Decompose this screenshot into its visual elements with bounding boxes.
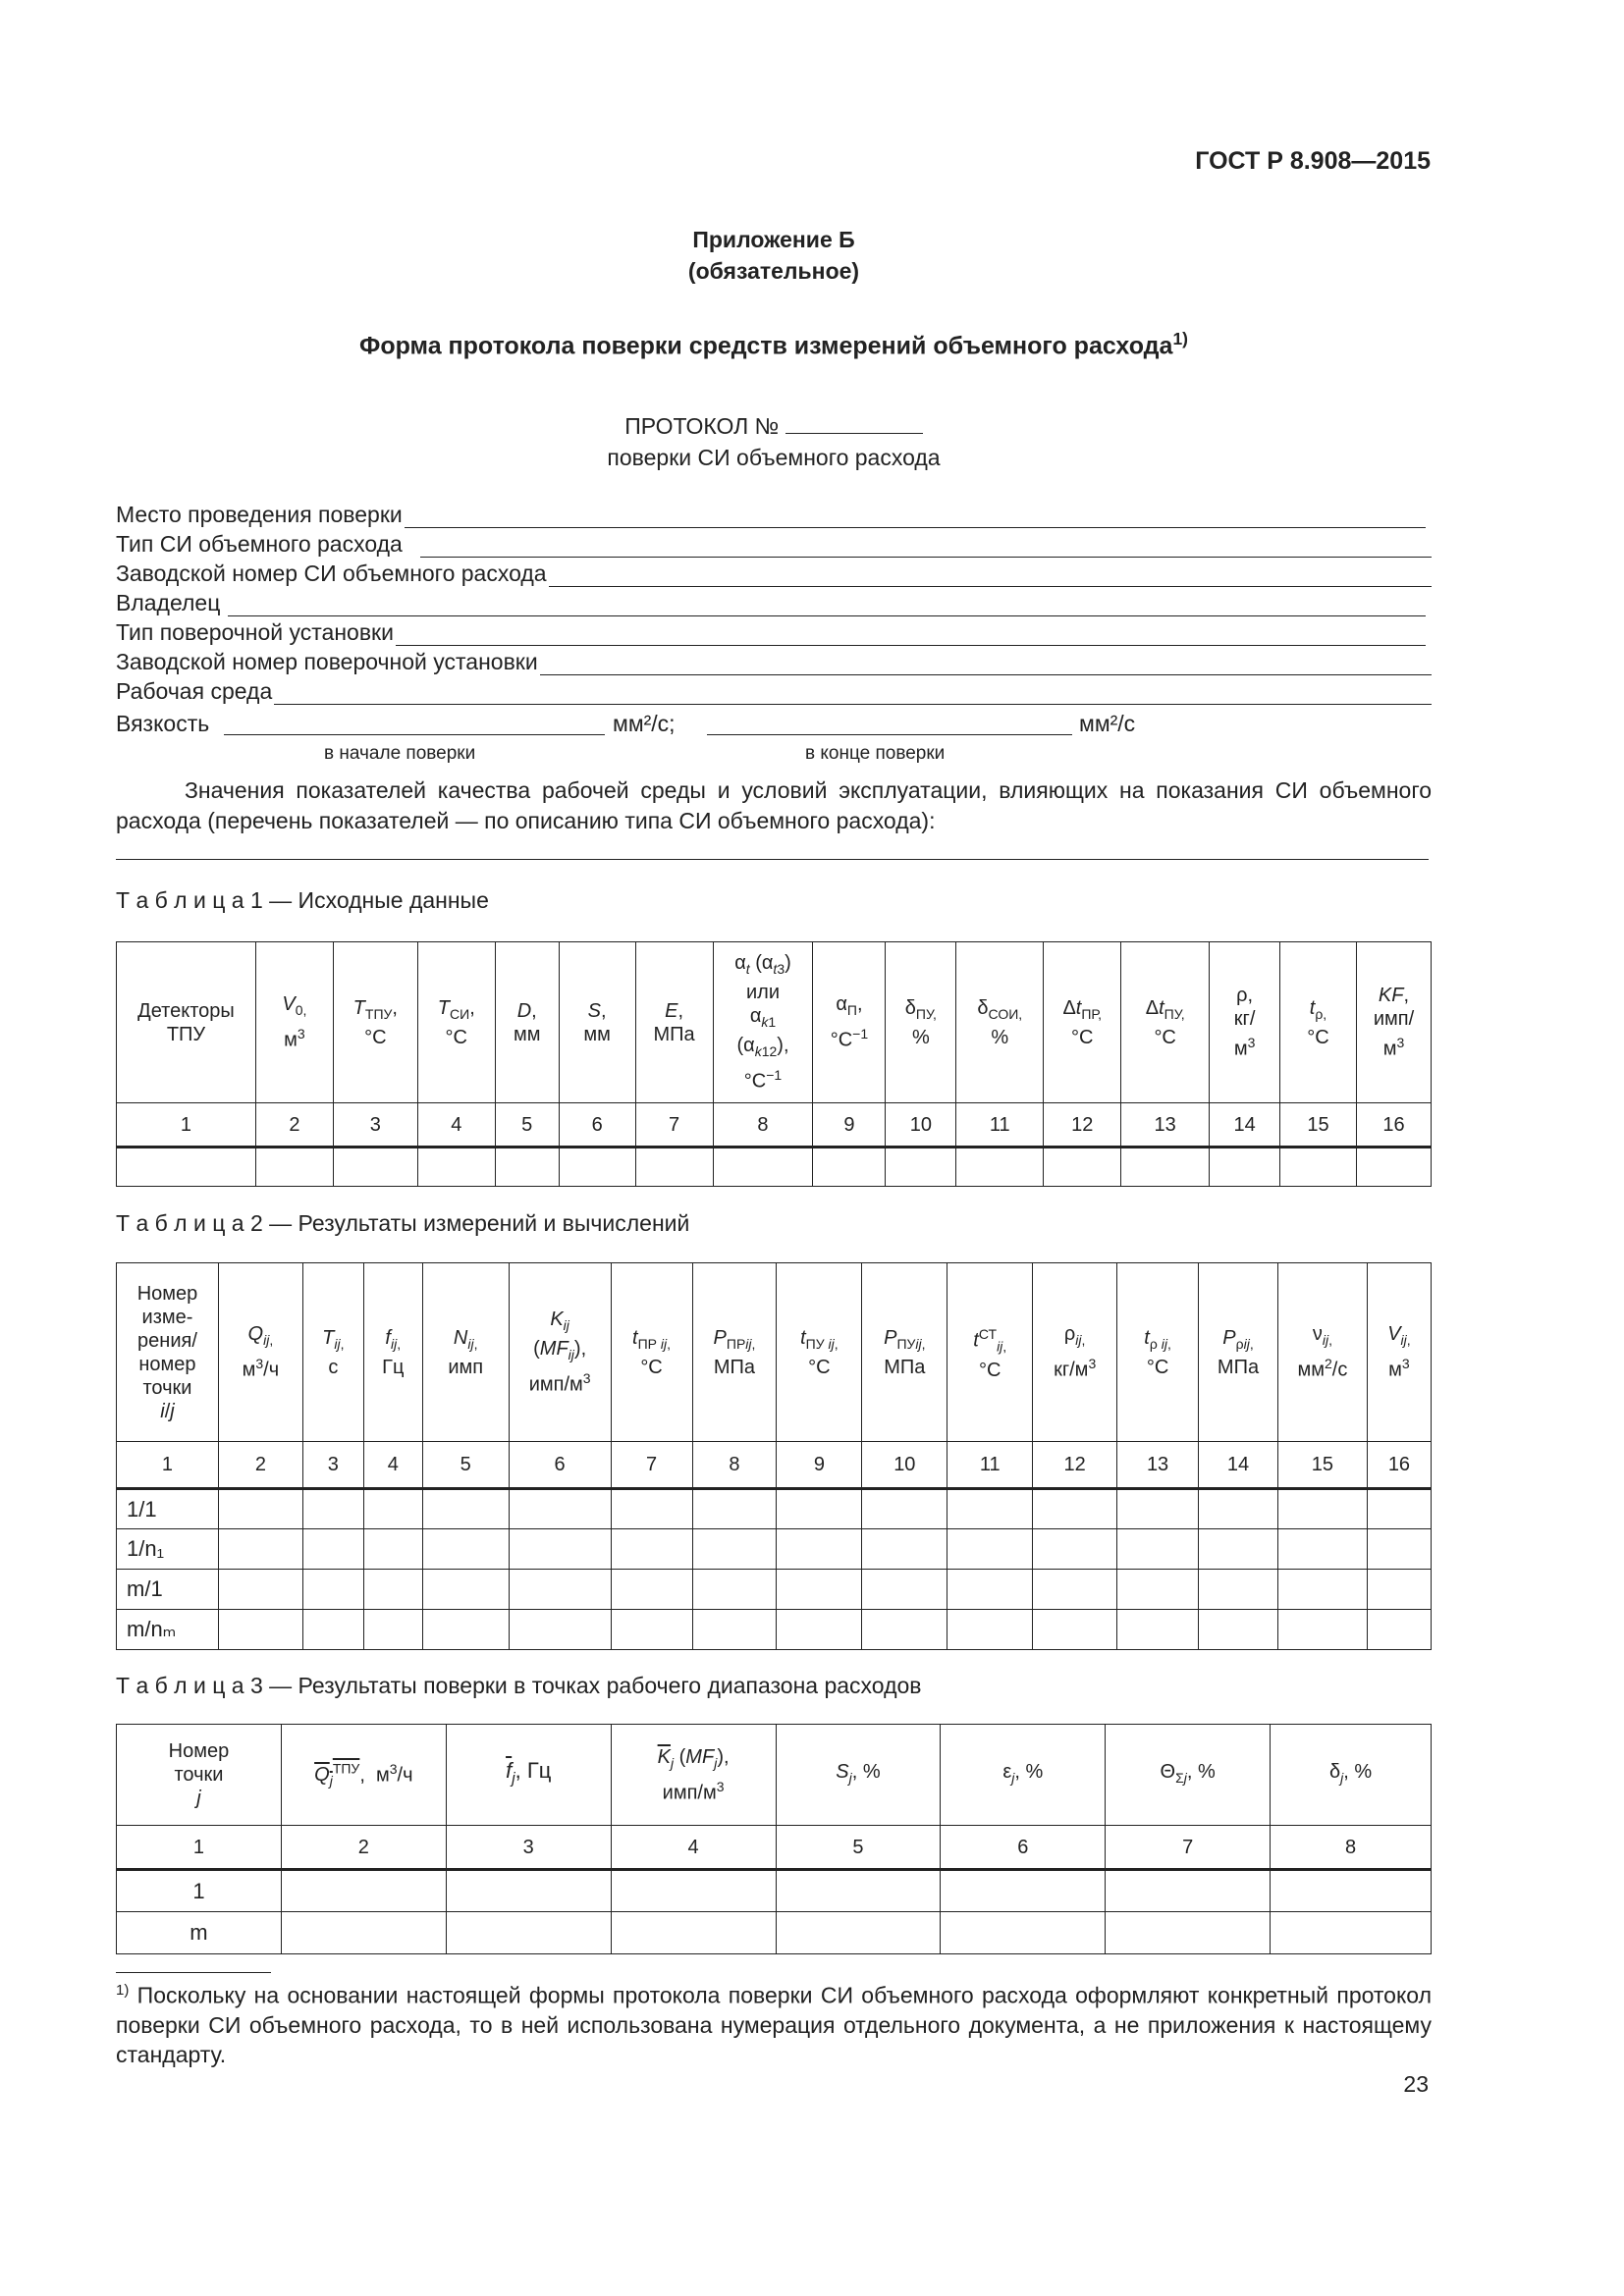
table-cell[interactable] — [422, 1529, 509, 1570]
table2-header-cell: $t^{СТ}_{ij,}$ °С — [947, 1263, 1033, 1442]
table3-header-cell: $\delta_j$, % — [1271, 1725, 1432, 1826]
table-cell[interactable] — [941, 1912, 1106, 1954]
table-cell[interactable] — [509, 1529, 611, 1570]
field-label: Заводской номер СИ объемного расхода — [116, 561, 547, 586]
table1-header-cell: S, мм — [559, 942, 635, 1103]
row-label: 1/1 — [117, 1489, 219, 1529]
column-number: 13 — [1117, 1442, 1199, 1489]
table-cell[interactable] — [1117, 1610, 1199, 1650]
column-number: 13 — [1121, 1103, 1210, 1148]
table1-header-cell: E, МПа — [635, 942, 713, 1103]
column-number: 14 — [1210, 1103, 1280, 1148]
table-cell[interactable] — [947, 1489, 1033, 1529]
table-cell[interactable] — [776, 1870, 941, 1912]
viscosity-unit-end: мм²/с — [1079, 711, 1136, 736]
table1-number-row — [117, 1103, 1432, 1148]
column-number: 3 — [302, 1442, 363, 1489]
table-cell[interactable] — [1199, 1570, 1278, 1610]
field-line[interactable] — [549, 565, 1432, 587]
table2-header-cell: $\rho_{ij,}$ $кг/м^3$ — [1033, 1263, 1117, 1442]
table2-header-cell: $T_{ij,}$ с — [302, 1263, 363, 1442]
column-number: 15 — [1277, 1442, 1367, 1489]
table1-header-cell: $t_{\rho,}$ °С — [1280, 942, 1357, 1103]
table-cell[interactable] — [813, 1148, 886, 1187]
table3-header-cell: $\varepsilon_j$, % — [941, 1725, 1106, 1826]
table-cell[interactable] — [363, 1529, 422, 1570]
table-cell[interactable] — [302, 1570, 363, 1610]
column-number: 12 — [1044, 1103, 1121, 1148]
column-number: 16 — [1367, 1442, 1431, 1489]
protocol-number-line[interactable] — [785, 413, 923, 434]
protocol-subtitle: поверки СИ объемного расхода — [607, 445, 941, 470]
table-cell[interactable] — [956, 1148, 1044, 1187]
table2-header-row — [117, 1263, 1432, 1442]
table-cell[interactable] — [1033, 1570, 1117, 1610]
table-cell[interactable] — [1199, 1610, 1278, 1650]
table1-header-cell: ρ, кг/ $м^3$ — [1210, 942, 1280, 1103]
table3-header-cell: Номер точки j — [117, 1725, 282, 1826]
table-cell[interactable] — [302, 1489, 363, 1529]
table-cell[interactable] — [862, 1529, 947, 1570]
table2-header-cell: $f_{ij,}$ Гц — [363, 1263, 422, 1442]
table-cell[interactable] — [692, 1489, 777, 1529]
table-cell[interactable] — [422, 1610, 509, 1650]
viscosity-start-note: в начале поверки — [324, 743, 476, 764]
table-cell[interactable] — [446, 1912, 611, 1954]
table-cell[interactable] — [218, 1529, 302, 1570]
table-cell[interactable] — [1271, 1870, 1432, 1912]
column-number: 1 — [117, 1103, 256, 1148]
table-cell[interactable] — [1033, 1610, 1117, 1650]
table-cell[interactable] — [1121, 1148, 1210, 1187]
table-cell[interactable] — [611, 1570, 692, 1610]
field-label: Рабочая среда — [116, 678, 273, 704]
table-cell[interactable] — [1117, 1570, 1199, 1610]
table-cell[interactable] — [1277, 1489, 1367, 1529]
table2-data-row — [117, 1610, 1432, 1650]
column-number: 8 — [692, 1442, 777, 1489]
column-number: 11 — [947, 1442, 1033, 1489]
table-cell[interactable] — [218, 1570, 302, 1610]
field-line[interactable] — [228, 595, 1426, 616]
table-cell[interactable] — [302, 1610, 363, 1650]
table-cell[interactable] — [509, 1570, 611, 1610]
column-number: 16 — [1356, 1103, 1431, 1148]
table-cell[interactable] — [1117, 1529, 1199, 1570]
table2-header-cell: $K_{ij}$ $(MF_{ij})$, имп/$м^3$ — [509, 1263, 611, 1442]
column-number: 5 — [776, 1826, 941, 1870]
table-cell[interactable] — [218, 1489, 302, 1529]
table-cell[interactable] — [1271, 1912, 1432, 1954]
table-cell[interactable] — [862, 1610, 947, 1650]
table-cell[interactable] — [635, 1148, 713, 1187]
column-number: 6 — [509, 1442, 611, 1489]
table2-data-row — [117, 1489, 1432, 1529]
field-label: Заводской номер поверочной установки — [116, 649, 538, 674]
table-cell[interactable] — [777, 1489, 862, 1529]
table-cell[interactable] — [947, 1529, 1033, 1570]
table3-header-cell: $\overline{f}_j$, Гц — [446, 1725, 611, 1826]
table3-number-row — [117, 1826, 1432, 1870]
table-cell[interactable] — [611, 1610, 692, 1650]
table2-header-cell: $N_{ij,}$ имп — [422, 1263, 509, 1442]
table1-header-row — [117, 942, 1432, 1103]
protocol-heading — [116, 410, 1432, 473]
column-number: 15 — [1280, 1103, 1357, 1148]
protocol-title-row — [116, 410, 1432, 442]
table-cell[interactable] — [611, 1870, 776, 1912]
table-cell[interactable] — [947, 1610, 1033, 1650]
viscosity-end-line[interactable] — [707, 711, 1072, 735]
table1-header-cell: $\delta_{ПУ,}$ % — [886, 942, 956, 1103]
column-number: 2 — [281, 1826, 446, 1870]
table-cell[interactable] — [422, 1570, 509, 1610]
field-line[interactable] — [420, 536, 1432, 558]
table-cell[interactable] — [1106, 1870, 1271, 1912]
row-label: m — [117, 1912, 282, 1954]
column-number: 3 — [333, 1103, 417, 1148]
form-title-footnote-mark: 1) — [1172, 329, 1188, 348]
table-cell[interactable] — [1367, 1570, 1431, 1610]
table-cell[interactable] — [363, 1610, 422, 1650]
table-cell[interactable] — [1277, 1529, 1367, 1570]
table2-header-cell: Номер изме- рения/ номер точки i/j — [117, 1263, 219, 1442]
viscosity-row — [116, 711, 1196, 740]
table-cell[interactable] — [947, 1570, 1033, 1610]
table-cell[interactable] — [218, 1610, 302, 1650]
table3-header-cell: $\overline{K}_j$ $(MF_j)$, имп/$м^3$ — [611, 1725, 776, 1826]
viscosity-unit-start: мм²/с; — [613, 711, 676, 736]
footnote — [116, 1976, 1432, 2069]
table-cell[interactable] — [1033, 1489, 1117, 1529]
table1-header-cell: $\Delta t_{ПР,}$ °С — [1044, 942, 1121, 1103]
column-number: 7 — [611, 1442, 692, 1489]
column-number: 4 — [417, 1103, 495, 1148]
column-number: 14 — [1199, 1442, 1278, 1489]
table-cell[interactable] — [862, 1570, 947, 1610]
form-title — [116, 329, 1432, 360]
table-cell[interactable] — [1367, 1489, 1431, 1529]
table2-number-row — [117, 1442, 1432, 1489]
table-cell[interactable] — [255, 1148, 333, 1187]
column-number: 12 — [1033, 1442, 1117, 1489]
table2-header-cell: $\nu_{ij,}$ $мм^2/с$ — [1277, 1263, 1367, 1442]
table2-data-row — [117, 1529, 1432, 1570]
table2-data-row — [117, 1570, 1432, 1610]
table3-header-cell: $\Theta_{\Sigma j}$, % — [1106, 1725, 1271, 1826]
protocol-title: ПРОТОКОЛ № — [624, 413, 780, 439]
field-line[interactable] — [274, 683, 1432, 705]
page-number: 23 — [1403, 2071, 1429, 2097]
table2-header-cell: $P_{ПРij,}$ МПа — [692, 1263, 777, 1442]
table1-header-cell: $\alpha_t$ $(\alpha_{t3})$ или $\alpha_{k1}$ $(\alpha_{k12})$, $^\circ С^{-1}$ — [713, 942, 813, 1103]
table2-header-cell: $t_{\rho ij,}$ °С — [1117, 1263, 1199, 1442]
table-cell[interactable] — [281, 1912, 446, 1954]
field-verification-place[interactable] — [116, 499, 1432, 528]
table1-header-cell: $\alpha_П$, $^\circ С^{-1}$ — [813, 942, 886, 1103]
column-number: 9 — [813, 1103, 886, 1148]
table-cell[interactable] — [302, 1529, 363, 1570]
table-cell[interactable] — [1277, 1610, 1367, 1650]
table-cell[interactable] — [776, 1912, 941, 1954]
column-number: 10 — [886, 1103, 956, 1148]
table2-header-cell: $P_{\rho ij,}$ МПа — [1199, 1263, 1278, 1442]
table-cell[interactable] — [446, 1870, 611, 1912]
table-cell[interactable] — [559, 1148, 635, 1187]
field-line[interactable] — [405, 507, 1426, 528]
field-calibrator-type[interactable] — [116, 616, 1432, 646]
table-cell[interactable] — [417, 1148, 495, 1187]
field-label: Место проведения поверки — [116, 502, 403, 527]
field-line[interactable] — [396, 624, 1426, 646]
column-number: 5 — [422, 1442, 509, 1489]
table-cell[interactable] — [509, 1489, 611, 1529]
table1-data-row — [117, 1148, 1432, 1187]
table3-data-row — [117, 1912, 1432, 1954]
column-number: 1 — [117, 1442, 219, 1489]
table-cell[interactable] — [495, 1148, 559, 1187]
viscosity-label: Вязкость — [116, 711, 210, 736]
table1-header-cell: $\delta_{СОИ,}$ % — [956, 942, 1044, 1103]
table1-header-cell: D, мм — [495, 942, 559, 1103]
column-number: 1 — [117, 1826, 282, 1870]
table-cell[interactable] — [509, 1610, 611, 1650]
table-cell[interactable] — [1367, 1610, 1431, 1650]
table-cell[interactable] — [1044, 1148, 1121, 1187]
column-number: 8 — [1271, 1826, 1432, 1870]
appendix-status: (обязательное) — [687, 258, 860, 284]
column-number: 7 — [1106, 1826, 1271, 1870]
row-label: 1/n₁ — [117, 1529, 219, 1570]
footnote-separator — [116, 1972, 271, 1973]
table2-header-cell: $t_{ПР ij,}$ °С — [611, 1263, 692, 1442]
field-device-type[interactable] — [116, 528, 1432, 558]
field-line[interactable] — [540, 654, 1432, 675]
table3-data-row — [117, 1870, 1432, 1912]
table-cell[interactable] — [777, 1570, 862, 1610]
table-cell[interactable] — [611, 1489, 692, 1529]
table-cell[interactable] — [1356, 1148, 1431, 1187]
table-cell[interactable] — [941, 1870, 1106, 1912]
table1-header-cell: $T_{СИ}$, °С — [417, 942, 495, 1103]
table2-header-cell: $t_{ПУ ij,}$ °С — [777, 1263, 862, 1442]
table-cell[interactable] — [1199, 1529, 1278, 1570]
column-number: 8 — [713, 1103, 813, 1148]
table-cell[interactable] — [422, 1489, 509, 1529]
field-serial-number[interactable] — [116, 558, 1432, 587]
table-cell[interactable] — [886, 1148, 956, 1187]
table1 — [116, 941, 1432, 1187]
table-cell[interactable] — [611, 1529, 692, 1570]
column-number: 2 — [218, 1442, 302, 1489]
table1-header-cell: Детекторы ТПУ — [117, 942, 256, 1103]
table1-header-cell: $\Delta t_{ПУ,}$ °С — [1121, 942, 1210, 1103]
field-calibrator-serial[interactable] — [116, 646, 1432, 675]
column-number: 10 — [862, 1442, 947, 1489]
row-label: m/nₘ — [117, 1610, 219, 1650]
column-number: 4 — [363, 1442, 422, 1489]
table-cell[interactable] — [611, 1912, 776, 1954]
column-number: 9 — [777, 1442, 862, 1489]
table-cell[interactable] — [1117, 1489, 1199, 1529]
column-number: 6 — [559, 1103, 635, 1148]
row-label: m/1 — [117, 1570, 219, 1610]
table-cell[interactable] — [692, 1529, 777, 1570]
column-number: 5 — [495, 1103, 559, 1148]
table-cell[interactable] — [1033, 1529, 1117, 1570]
column-number: 7 — [635, 1103, 713, 1148]
viscosity-start-line[interactable] — [224, 711, 605, 735]
table2 — [116, 1262, 1432, 1650]
table1-header-cell: $V_{0,}$ $м^3$ — [255, 942, 333, 1103]
table2-header-cell: $P_{ПУij,}$ МПа — [862, 1263, 947, 1442]
viscosity-end-note: в конце поверки — [805, 743, 946, 764]
conditions-paragraph: Значения показателей качества рабочей среды и условий эксплуатации, влияющих на показания СИ объемного расхода (перечень показателей — по описанию типа СИ объемного расхода): — [116, 777, 1432, 833]
table3 — [116, 1724, 1432, 1954]
column-number: 2 — [255, 1103, 333, 1148]
table-cell[interactable] — [1367, 1529, 1431, 1570]
footnote-mark: 1) — [116, 1982, 130, 1999]
appendix-heading — [116, 224, 1432, 287]
table-cell[interactable] — [1199, 1489, 1278, 1529]
table-cell[interactable] — [777, 1529, 862, 1570]
field-working-medium[interactable] — [116, 675, 1432, 705]
column-number: 11 — [956, 1103, 1044, 1148]
table2-header-cell: $Q_{ij,}$ $м^3/ч$ — [218, 1263, 302, 1442]
table3-caption: Т а б л и ц а 3 — Результаты поверки в точках рабочего диапазона расходов — [116, 1673, 922, 1698]
table-cell[interactable] — [363, 1570, 422, 1610]
table1-header-cell: $T_{ТПУ}$, °С — [333, 942, 417, 1103]
field-owner[interactable] — [116, 587, 1432, 616]
table-cell[interactable] — [1277, 1570, 1367, 1610]
table3-header-cell: $Q_j^{ТПУ}$, $м^3/ч$ — [281, 1725, 446, 1826]
row-label: 1 — [117, 1870, 282, 1912]
table-cell[interactable] — [1210, 1148, 1280, 1187]
table3-header-row — [117, 1725, 1432, 1826]
appendix-title: Приложение Б — [692, 227, 855, 252]
table-cell[interactable] — [1280, 1148, 1357, 1187]
table-cell[interactable] — [777, 1610, 862, 1650]
table-cell[interactable] — [692, 1610, 777, 1650]
table3-header-cell: $S_j$, % — [776, 1725, 941, 1826]
table2-caption: Т а б л и ц а 2 — Результаты измерений и вычислений — [116, 1210, 690, 1236]
table-cell[interactable] — [713, 1148, 813, 1187]
field-label: Владелец — [116, 590, 221, 615]
table-cell[interactable] — [862, 1489, 947, 1529]
column-number: 3 — [446, 1826, 611, 1870]
table-cell[interactable] — [333, 1148, 417, 1187]
conditions-line[interactable] — [116, 859, 1429, 860]
column-number: 4 — [611, 1826, 776, 1870]
table-cell[interactable] — [117, 1148, 256, 1187]
table-cell[interactable] — [281, 1870, 446, 1912]
table-cell[interactable] — [692, 1570, 777, 1610]
table2-header-cell: $V_{ij,}$ $м^3$ — [1367, 1263, 1431, 1442]
table-cell[interactable] — [1106, 1912, 1271, 1954]
table1-header-cell: KF, имп/ $м^3$ — [1356, 942, 1431, 1103]
form-title-text: Форма протокола поверки средств измерений объемного расхода — [358, 332, 1173, 360]
field-label: Тип СИ объемного расхода — [116, 531, 403, 557]
table-cell[interactable] — [363, 1489, 422, 1529]
table1-caption: Т а б л и ц а 1 — Исходные данные — [116, 887, 489, 913]
column-number: 6 — [941, 1826, 1106, 1870]
field-label: Тип поверочной установки — [116, 619, 394, 645]
footnote-text: Поскольку на основании настоящей формы протокола поверки СИ объемного расхода оформляют конкретный протокол поверки СИ объемного расхода, то в ней использована нумерация отдельного документа, а не приложения к настоящему стандарту. — [116, 1982, 1432, 2067]
standard-number: ГОСТ Р 8.908—2015 — [1195, 147, 1431, 175]
